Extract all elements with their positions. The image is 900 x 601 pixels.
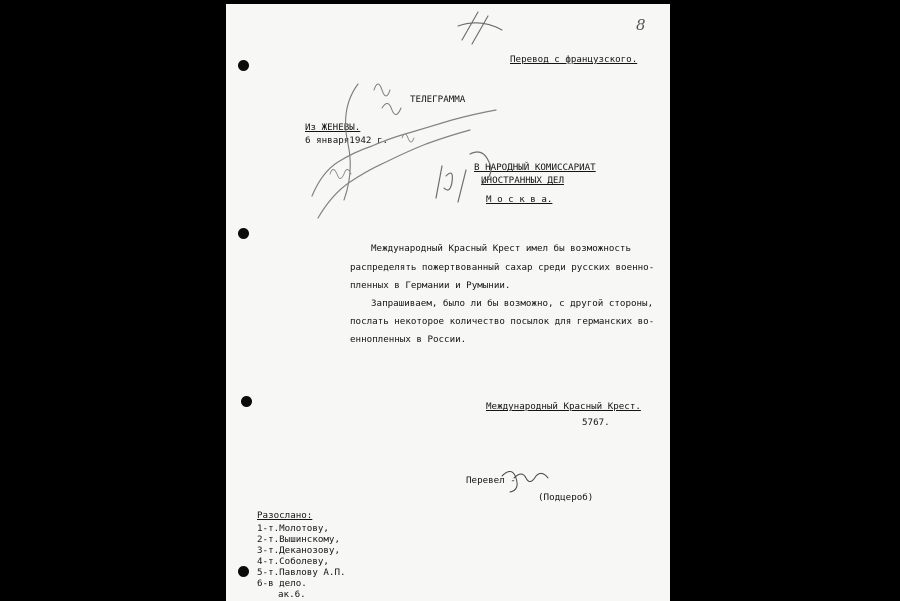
body-line: послать некоторое количество посылок для германских во- bbox=[350, 316, 655, 327]
distribution-title: Разослано: bbox=[257, 510, 313, 521]
date-month: января bbox=[316, 135, 350, 146]
signature-organization: Международный Красный Крест. bbox=[486, 401, 641, 412]
resolution-scribble bbox=[374, 84, 401, 115]
document-page bbox=[226, 4, 670, 601]
punch-hole bbox=[238, 60, 249, 71]
addressee-line-2: ИНОСТРАННЫХ ДЕЛ bbox=[481, 175, 564, 186]
distribution-item: 1-т.Молотову, bbox=[257, 523, 329, 534]
punch-hole bbox=[238, 228, 249, 239]
distribution-item: 2-т.Вышинскому, bbox=[257, 534, 340, 545]
punch-hole bbox=[241, 396, 252, 407]
distribution-item: 6-в дело. bbox=[257, 578, 307, 589]
addressee-line-1: В НАРОДНЫЙ КОМИССАРИАТ bbox=[474, 162, 596, 173]
body-line: пленных в Германии и Румынии. bbox=[350, 280, 511, 291]
translator-label: Перевел - bbox=[466, 475, 516, 486]
punch-hole bbox=[238, 566, 249, 577]
translator-name: (Подцероб) bbox=[538, 492, 594, 503]
distribution-item: 5-т.Павлову А.П. bbox=[257, 567, 346, 578]
body-line: еннопленных в России. bbox=[350, 334, 467, 345]
page-number: 8 bbox=[636, 16, 646, 34]
origin-place: Из ЖЕНЕВЫ. bbox=[305, 122, 361, 133]
distribution-item: 3-т.Деканозову, bbox=[257, 545, 340, 556]
date-day: 6 bbox=[305, 135, 311, 146]
distribution-item: 4-т.Соболеву, bbox=[257, 556, 329, 567]
body-line: Международный Красный Крест имел бы возможность bbox=[371, 243, 631, 254]
date-year: 1942 г. bbox=[349, 135, 389, 146]
body-line: распределять пожертвованный сахар среди русских военно- bbox=[350, 262, 655, 273]
origin-date bbox=[305, 136, 388, 145]
body-line: Запрашиваем, было ли бы возможно, с другой стороны, bbox=[371, 298, 654, 309]
translation-note: Перевод с французского. bbox=[510, 54, 638, 65]
addressee-city: М о с к в а. bbox=[486, 194, 553, 205]
copies-count: ак.6. bbox=[278, 589, 306, 600]
document-type-title: ТЕЛЕГРАММА bbox=[410, 94, 466, 105]
corner-scribble bbox=[458, 12, 502, 44]
telegram-number: 5767. bbox=[582, 417, 610, 428]
